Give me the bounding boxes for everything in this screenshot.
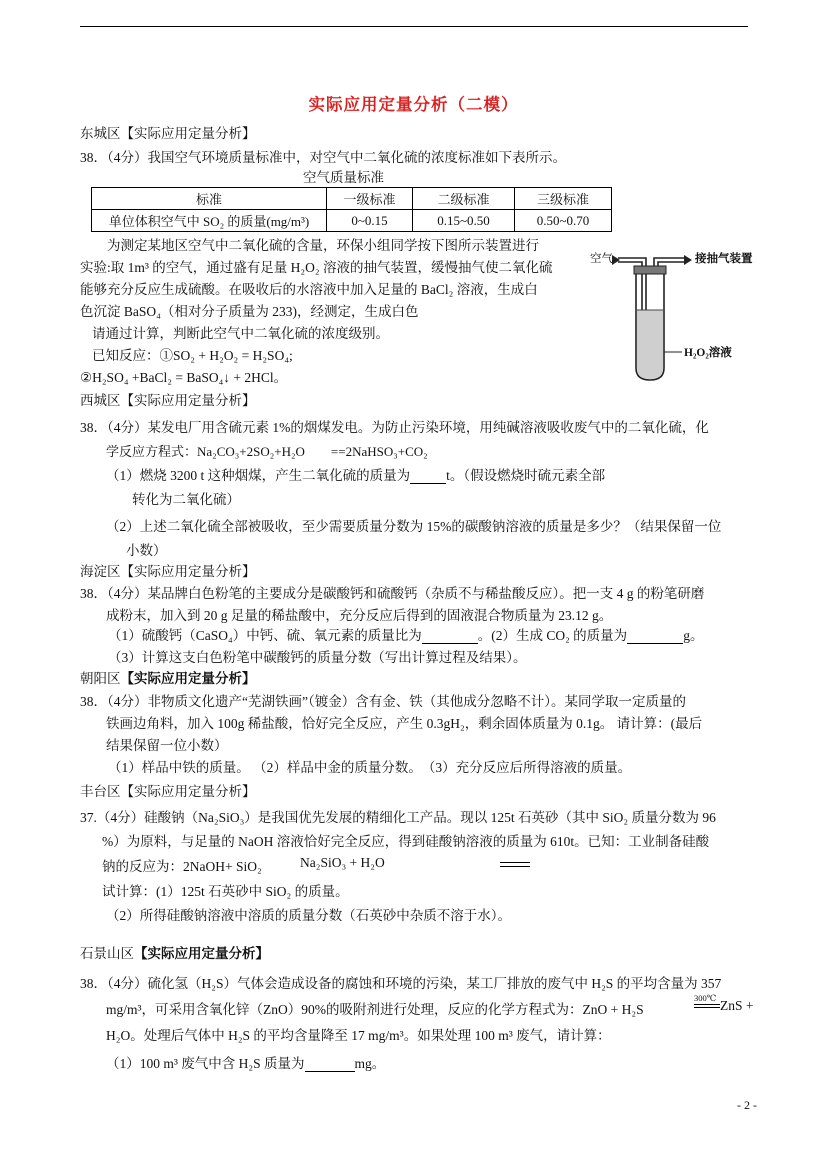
question-line: （2）所得硅酸钠溶液中溶质的质量分数（石英砂中杂质不溶于水）。 [106, 908, 511, 923]
header-rule [80, 26, 748, 27]
table-cell: 0.50~0.70 [515, 210, 612, 232]
section-header-xicheng: 西城区【实际应用定量分析】 [80, 393, 256, 408]
section-header-fengtai: 丰台区【实际应用定量分析】 [80, 784, 256, 799]
section-header-chaoyang [80, 667, 256, 687]
question-line: （3）计算这支白色粉笔中碳酸钙的质量分数（写出计算过程及结果）。 [108, 650, 527, 665]
question-line: 38．（4分）某发电厂用含硫元素 1%的烟煤发电。为防止污染环境，用纯碱溶液吸收废气中的二氧化硫，化 [80, 420, 709, 435]
question-text: g。 [683, 628, 704, 643]
question-text: mg。 [354, 1056, 386, 1071]
diagram-label-air: 空气 [590, 253, 613, 265]
paragraph-line: 请通过计算，判断此空气中二氧化硫的浓度级别。 [92, 326, 389, 341]
question-text: （1）燃烧 3200 t 这种烟煤，产生二氧化硫的质量为 [106, 468, 411, 483]
table-header-cell: 标准 [92, 188, 327, 210]
answer-blank [627, 627, 683, 644]
table-cell: 0~0.15 [327, 210, 413, 232]
page-title: 实际应用定量分析（二模） [308, 95, 519, 114]
district-name: 朝阳区 [80, 671, 121, 686]
question-text: 。(2）生成 CO₂ 的质量为 [477, 628, 628, 643]
question-line [106, 464, 605, 484]
equals-sign [500, 866, 530, 867]
question-line [106, 1052, 385, 1072]
section-label: 【实际应用定量分析】 [120, 671, 256, 686]
paragraph-line: 色沉淀 BaSO₄（相对分子质量为 233)，经测定，生成白色 [80, 304, 419, 319]
question-line: 37.（4分）硅酸钠（Na₂SiO₃）是我国优先发展的精细化工产品。现以 125t 石英砂（其中 SiO₂ 质量分数为 96 [80, 810, 716, 825]
table-header-cell: 二级标准 [413, 188, 515, 210]
table-row [92, 210, 612, 232]
question-text: （1）硫酸钙（CaSO₄）中钙、硫、氧元素的质量比为 [108, 628, 422, 643]
question-line: 铁画边角料，加入 100g 稀盐酸，恰好完全反应，产生 0.3gH₂，剩余固体质量为 0.1g。 请计算：(最后 [106, 716, 703, 731]
paragraph-line: 为测定某地区空气中二氧化硫的含量，环保小组同学按下图所示装置进行 [107, 238, 539, 253]
question-line: （1）样品中铁的质量。 （2）样品中金的质量分数。 （3）充分反应后所得溶液的质量。 [108, 760, 632, 775]
table-cell: 0.15~0.50 [413, 210, 515, 232]
apparatus-diagram [588, 240, 758, 390]
equals-sign [694, 1004, 720, 1005]
question-line: 钠的反应为：2NaOH+ SiO₂ [102, 859, 262, 874]
question-line: Na₂SiO₃ + H₂O [300, 855, 385, 870]
table-header-cell: 一级标准 [327, 188, 413, 210]
page-number: - 2 - [737, 1098, 757, 1112]
equals-sign [694, 1007, 720, 1008]
section-header-dongcheng: 东城区【实际应用定量分析】 [80, 126, 256, 141]
question-line: 学反应方程式：Na₂CO₃+2SO₂+H₂O ==2NaHSO₃+CO₂ [106, 444, 428, 459]
question-line: H₂O。处理后气体中 H₂S 的平均含量降至 17 mg/m³。如果处理 100 m³ 废气，请计算： [106, 1028, 611, 1043]
answer-blank [305, 1055, 355, 1072]
table-row-label: 单位体积空气中 SO₂ 的质量(mg/m³) [92, 210, 327, 232]
table-header-cell: 三级标准 [515, 188, 612, 210]
question-line: ZnS + [720, 998, 754, 1013]
question-line: 38．（4分）非物质文化遗产“芜湖铁画”（镀金）含有金、铁（其他成分忽略不计）。某同学取一定质量的 [80, 694, 686, 709]
question-line: （2）上述二氧化硫全部被吸收，至少需要质量分数为 15%的碳酸钠溶液的质量是多少？（结果保留一位 [106, 519, 722, 534]
question-text: （1）100 m³ 废气中含 H₂S 质量为 [106, 1056, 305, 1071]
question-line [108, 624, 703, 644]
question-line: 成粉末，加入到 20 g 足量的稀盐酸中，充分反应后得到的固液混合物质量为 23.12 g。 [106, 608, 613, 623]
table-caption: 空气质量标准 [303, 170, 384, 185]
reaction-condition: 300℃ [694, 993, 717, 1003]
question-line: 38．（4分）某品牌白色粉笔的主要成分是碳酸钙和硫酸钙（杂质不与稀盐酸反应）。把一支 4 g 的粉笔研磨 [80, 586, 705, 601]
known-reaction-2: ②H₂SO₄ +BaCl₂ = BaSO₄↓ + 2HCl。 [80, 370, 288, 385]
paragraph-line: 能够充分反应生成硫酸。在吸收后的水溶液中加入足量的 BaCl₂ 溶液，生成白 [80, 282, 538, 297]
paragraph-line: 实验:取 1m³ 的空气，通过盛有足量 H₂O₂ 溶液的抽气装置，缓慢抽气使二氧化硫 [80, 260, 553, 275]
answer-blank [422, 627, 478, 644]
question-line: 试计算：(1）125t 石英砂中 SiO₂ 的质量。 [102, 884, 349, 899]
question-line: 小数） [126, 543, 167, 558]
known-reaction: 已知反应：①SO₂ + H₂O₂ = H₂SO₄; [92, 348, 293, 363]
equals-sign [500, 862, 530, 863]
question-line: 转化为二氧化硫） [132, 492, 240, 507]
question-text: t。（假设燃烧时硫元素全部 [446, 468, 606, 483]
air-quality-table [91, 187, 612, 232]
answer-blank [410, 467, 446, 484]
question-line: 结果保留一位小数） [106, 738, 228, 753]
section-header-shijingshan [80, 942, 269, 962]
question-line: 38．（4分）硫化氢（H₂S）气体会造成设备的腐蚀和环境的污染，某工厂排放的废气中 H₂S 的平均含量为 357 [80, 976, 722, 991]
question-line: %）为原料，与足量的 NaOH 溶液恰好完全反应，得到硅酸钠溶液的质量为 610t。已知：工业制备硅酸 [102, 834, 710, 849]
section-header-haidian: 海淀区【实际应用定量分析】 [80, 564, 256, 579]
diagram-label-pump: 接抽气装置 [695, 253, 753, 265]
diagram-label-solution: H₂O₂溶液 [684, 347, 732, 359]
district-name: 石景山区 [80, 946, 134, 961]
table-row [92, 188, 612, 210]
question-line: mg/m³，可采用含氧化锌（ZnO）90%的吸附剂进行处理，反应的化学方程式为：ZnO + H₂S [106, 1002, 644, 1017]
section-label: 【实际应用定量分析】 [134, 946, 269, 961]
question-intro: 38．（4分）我国空气环境质量标准中，对空气中二氧化硫的浓度标准如下表所示。 [80, 150, 566, 165]
